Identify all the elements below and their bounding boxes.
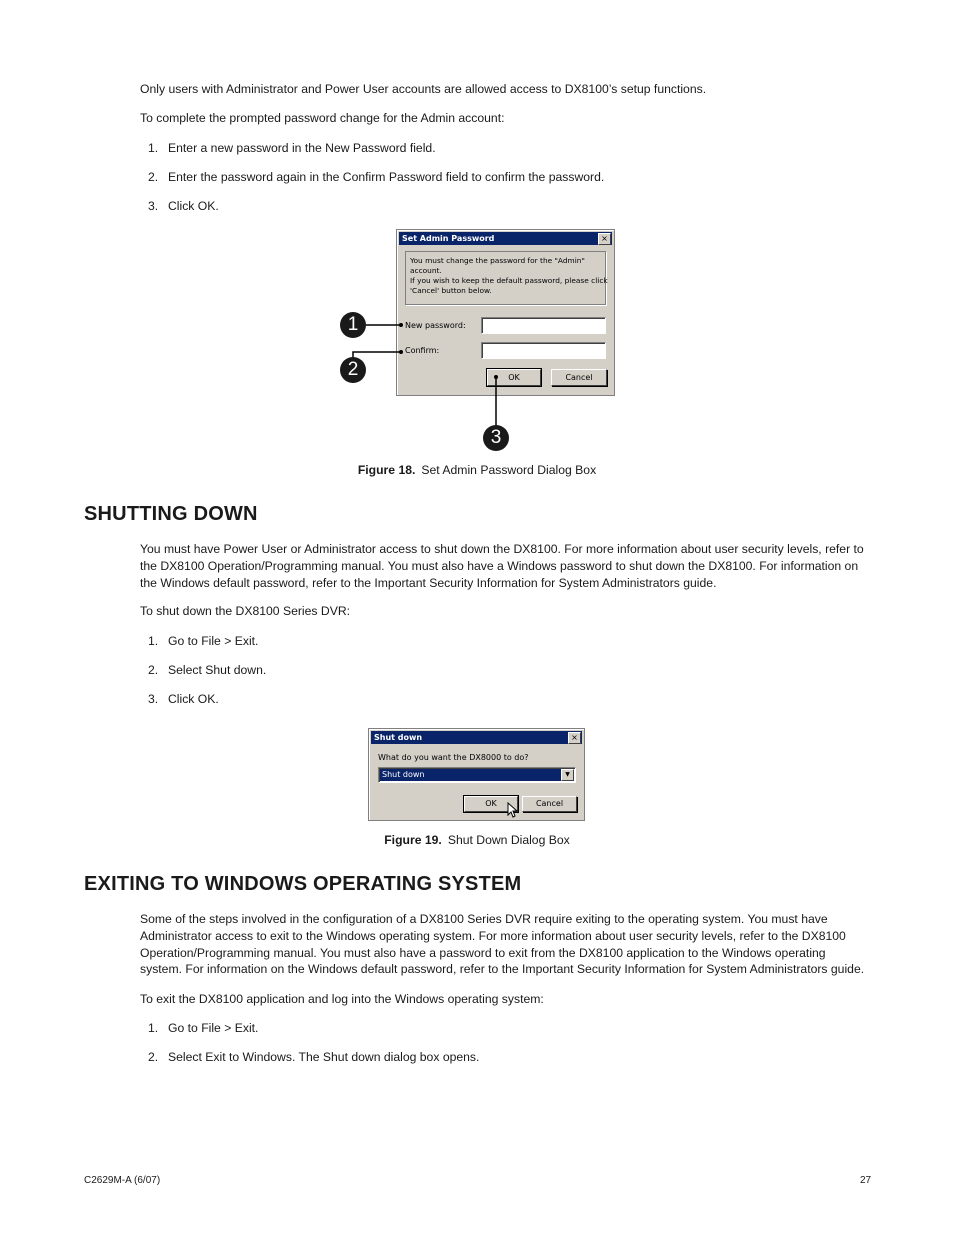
caption-label: Figure 19.: [384, 833, 442, 847]
step-number: 3.: [148, 199, 159, 213]
cancel-button[interactable]: Cancel: [551, 369, 607, 386]
figure-18-caption: [0, 463, 954, 477]
footer-doc-code: C2629M-A (6/07): [84, 1175, 161, 1186]
close-icon[interactable]: ×: [598, 233, 611, 245]
step-number: 2.: [148, 170, 159, 184]
dialog-title: Set Admin Password: [402, 234, 495, 243]
callout-2: 2: [340, 357, 366, 383]
dialog-message-line: You must change the password for the "Admin": [410, 256, 585, 265]
dialog-titlebar: [371, 731, 582, 744]
caption-text: Set Admin Password Dialog Box: [421, 463, 597, 477]
dialog-message-line: If you wish to keep the default password, please click: [410, 276, 608, 285]
shutdown-step: [148, 691, 219, 707]
selected-option: Shut down: [380, 769, 561, 781]
leader-dot-3: [494, 375, 498, 379]
step-text: Click OK.: [168, 199, 219, 213]
confirm-label: Confirm:: [405, 346, 440, 355]
callout-leader-lines: [0, 0, 954, 470]
section-heading-shutting-down: SHUTTING DOWN: [84, 503, 258, 525]
section-heading-exiting: EXITING TO WINDOWS OPERATING SYSTEM: [84, 873, 522, 895]
chevron-down-icon[interactable]: ▼: [561, 769, 574, 781]
cancel-button[interactable]: Cancel: [522, 796, 577, 812]
step-text: Enter the password again in the Confirm Password field to confirm the password.: [168, 170, 605, 184]
callout-3: 3: [483, 425, 509, 451]
leader-dot-2: [399, 350, 403, 354]
shutdown-question: What do you want the DX8000 to do?: [378, 753, 529, 762]
step-text: Select Exit to Windows. The Shut down dialog box opens.: [168, 1050, 480, 1064]
exiting-instruction: To exit the DX8100 application and log into the Windows operating system:: [140, 992, 544, 1006]
step-text: Go to File > Exit.: [168, 634, 259, 648]
step-number: 1.: [148, 141, 159, 155]
intro-paragraph: Only users with Administrator and Power User accounts are allowed access to DX8100’s setup functions.: [140, 82, 707, 96]
exiting-paragraph: Some of the steps involved in the configuration of a DX8100 Series DVR require exiting to the operating system. You must have Administrator access to exit to the Windows operating system. For more information about user security levels, refer to the DX8100 Operation/Programming manual. You must also have a password to exit from the DX8100 application to the Windows operating system. For information on the Windows default password, refer to the Important Security Information for System Administrators guide.: [140, 912, 865, 977]
mouse-cursor-icon: [507, 802, 519, 818]
shutdown-paragraph: You must have Power User or Administrator access to shut down the DX8100. For more information about user security levels, refer to the DX8100 Operation/Programming manual. You must also have a Windows password to shut down the DX8100. For information on the Windows default password, refer to the Important Security Information for System Administrators guide.: [140, 542, 864, 590]
figure-19-caption: [0, 833, 954, 847]
shutdown-step: [148, 662, 266, 678]
exiting-step: [148, 1049, 479, 1065]
exiting-step: [148, 1020, 258, 1036]
ok-button[interactable]: OK: [487, 369, 541, 386]
callout-1: 1: [340, 312, 366, 338]
dialog-title: Shut down: [374, 733, 423, 742]
shut-down-dialog: [368, 728, 585, 821]
dialog-message-line: account.: [410, 266, 442, 275]
step-text: Click OK.: [168, 692, 219, 706]
intro-instruction: To complete the prompted password change for the Admin account:: [140, 111, 505, 125]
dialog-message-line: 'Cancel' button below.: [410, 286, 492, 295]
ok-button[interactable]: OK: [464, 796, 518, 812]
new-password-label: New password:: [405, 321, 466, 330]
footer-page-number: 27: [860, 1175, 872, 1186]
caption-label: Figure 18.: [357, 463, 416, 477]
shutdown-option-select[interactable]: [378, 767, 576, 783]
step-number: 3.: [148, 692, 159, 706]
step-number: 1.: [148, 634, 159, 648]
step-number: 2.: [148, 1050, 159, 1064]
step-text: Enter a new password in the New Password field.: [168, 141, 436, 155]
shutdown-step: [148, 633, 258, 649]
step-number: 1.: [148, 1021, 159, 1035]
step-text: Go to File > Exit.: [168, 1021, 259, 1035]
shutdown-instruction: To shut down the DX8100 Series DVR:: [140, 604, 351, 618]
step-text: Select Shut down.: [168, 663, 267, 677]
step-number: 2.: [148, 663, 159, 677]
caption-text: Shut Down Dialog Box: [447, 833, 570, 847]
leader-dot-1: [399, 323, 403, 327]
close-icon[interactable]: ×: [568, 732, 581, 744]
